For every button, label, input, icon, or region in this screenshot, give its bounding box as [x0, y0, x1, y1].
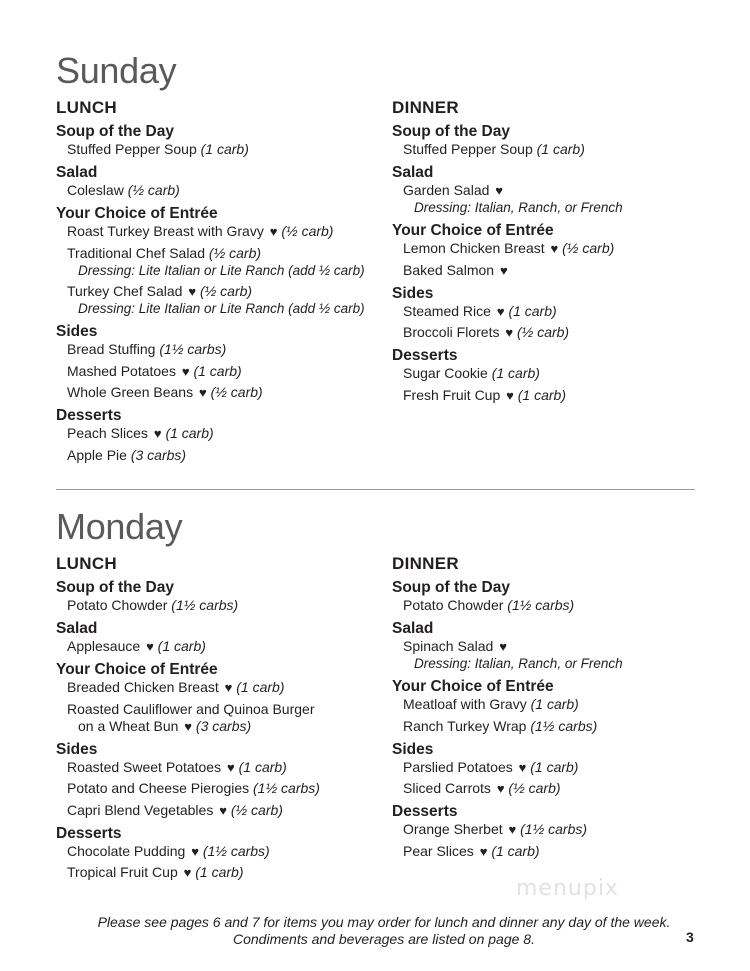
section-heading: Sides — [56, 323, 98, 341]
item-name: Orange Sherbet — [403, 821, 503, 838]
section-heading: Your Choice of Entrée — [56, 661, 218, 678]
heart-healthy-icon: ♥ — [499, 639, 507, 654]
menu-item — [56, 283, 376, 317]
menu-item — [56, 638, 376, 655]
item-name: Breaded Chicken Breast — [67, 679, 219, 695]
carb-count: (1 carb) — [238, 758, 287, 775]
menu-item — [56, 245, 376, 279]
menu-item — [56, 341, 376, 358]
heart-healthy-icon: ♥ — [499, 262, 508, 278]
item-name: Sliced Carrots — [403, 780, 491, 797]
menu-item — [56, 182, 376, 199]
carb-count: (1½ carbs) — [520, 821, 588, 838]
monday-lunch-column — [56, 554, 376, 886]
menu-item — [392, 780, 712, 797]
menu-section — [392, 740, 712, 798]
meal-label: DINNER — [392, 98, 459, 117]
carb-count: (1 carb) — [491, 842, 540, 859]
menu-item — [392, 843, 712, 860]
menu-item — [392, 365, 712, 382]
sunday-lunch-column — [56, 98, 376, 469]
item-name-continued-text: on a Wheat Bun — [78, 717, 179, 734]
menu-item — [56, 363, 376, 380]
section-heading: Your Choice of Entrée — [56, 205, 218, 222]
carb-count: (1 carb) — [536, 141, 585, 157]
item-name: Potato and Cheese Pierogies — [67, 780, 250, 797]
menu-item — [392, 303, 712, 320]
heart-healthy-icon: ♥ — [518, 759, 527, 775]
section-heading: Desserts — [392, 347, 458, 365]
item-name: Spinach Salad — [403, 638, 494, 654]
menu-section — [56, 740, 376, 819]
menu-item — [392, 759, 712, 776]
carb-count: (1 carb) — [165, 425, 214, 442]
item-name-continued — [67, 718, 376, 735]
section-heading: Salad — [392, 164, 434, 181]
item-name: Bread Stuffing — [67, 341, 156, 358]
section-heading: Soup of the Day — [392, 579, 510, 596]
section-heading: Soup of the Day — [392, 123, 510, 140]
item-name: Roasted Cauliflower and Quinoa Burger — [67, 700, 315, 717]
section-heading: Soup of the Day — [56, 579, 174, 596]
heart-healthy-icon: ♥ — [505, 325, 514, 341]
item-name: Potato Chowder — [67, 597, 168, 613]
monday-dinner-column — [392, 554, 712, 865]
item-name: Applesauce — [67, 638, 141, 654]
menu-item — [392, 696, 712, 713]
section-heading: Sides — [392, 284, 434, 302]
heart-healthy-icon: ♥ — [146, 639, 154, 654]
heart-healthy-icon: ♥ — [495, 183, 504, 198]
menu-item — [56, 223, 376, 240]
menu-section — [56, 204, 376, 317]
carb-count: (1 carb) — [193, 362, 242, 379]
menu-section — [392, 802, 712, 860]
item-name: Peach Slices — [67, 425, 148, 442]
carb-count: (1 carb) — [236, 679, 285, 695]
item-name: Roast Turkey Breast with Gravy — [67, 223, 264, 239]
menu-item — [56, 447, 376, 464]
item-name: Steamed Rice — [403, 302, 491, 319]
footer-line-2: Condiments and beverages are listed on page 8. — [233, 931, 535, 947]
carb-count: (½ carb) — [516, 324, 570, 341]
item-name: Traditional Chef Salad — [67, 244, 206, 261]
menu-item — [392, 262, 712, 279]
day-title-monday: Monday — [56, 506, 183, 547]
menu-item — [392, 597, 712, 614]
carb-count: (½ carb) — [210, 384, 263, 401]
menu-item — [392, 141, 712, 158]
menu-item — [56, 701, 376, 735]
watermark: menupix — [516, 876, 619, 901]
menu-item — [56, 864, 376, 881]
menu-item — [392, 718, 712, 735]
carb-count: (1½ carbs) — [171, 597, 239, 613]
menu-item — [56, 141, 376, 158]
menu-section — [56, 578, 376, 614]
heart-healthy-icon: ♥ — [479, 843, 488, 859]
section-heading: Soup of the Day — [56, 123, 174, 140]
menu-section — [392, 284, 712, 342]
carb-count: (½ carb) — [508, 780, 561, 797]
dressing-note: Dressing: Lite Italian or Lite Ranch (add ½ carb) — [78, 262, 365, 278]
menu-item — [56, 802, 376, 819]
menu-item — [392, 324, 712, 341]
heart-healthy-icon: ♥ — [191, 843, 199, 859]
heart-healthy-icon: ♥ — [153, 426, 162, 442]
item-name: Coleslaw — [67, 182, 124, 198]
section-heading: Desserts — [56, 407, 122, 425]
menu-item — [56, 384, 376, 401]
carb-count: (1 carb) — [530, 758, 579, 775]
meal-label: LUNCH — [56, 98, 117, 117]
item-name: Meatloaf with Gravy — [403, 696, 527, 712]
item-name: Potato Chowder — [403, 597, 504, 613]
carb-count: (½ carb) — [562, 240, 615, 256]
item-name: Turkey Chef Salad — [67, 283, 183, 300]
menu-section — [56, 322, 376, 401]
menu-section — [56, 660, 376, 735]
menu-item — [392, 182, 712, 216]
carb-count: (3 carbs) — [130, 446, 187, 463]
menu-section — [392, 677, 712, 735]
menu-item — [392, 387, 712, 404]
section-heading: Your Choice of Entrée — [392, 222, 554, 239]
item-name: Ranch Turkey Wrap — [403, 717, 527, 734]
item-name: Apple Pie — [67, 446, 127, 463]
menu-section — [392, 346, 712, 404]
carb-count: (1 carb) — [508, 302, 557, 319]
carb-count: (½ carb) — [127, 182, 180, 198]
heart-healthy-icon: ♥ — [181, 363, 190, 379]
carb-count: (½ carb) — [199, 283, 253, 300]
menu-section — [392, 619, 712, 672]
menu-section — [56, 824, 376, 882]
heart-healthy-icon: ♥ — [219, 802, 227, 818]
page-number: 3 — [686, 929, 694, 945]
item-name: Stuffed Pepper Soup — [403, 141, 533, 157]
carb-count: (1 carb) — [195, 864, 244, 881]
menu-section — [392, 221, 712, 279]
day-title-sunday: Sunday — [56, 50, 177, 91]
dressing-note: Dressing: Italian, Ranch, or French — [414, 200, 623, 215]
dressing-note: Dressing: Lite Italian or Lite Ranch (add ½ carb) — [78, 301, 365, 317]
section-heading: Your Choice of Entrée — [392, 678, 554, 695]
item-name: Roasted Sweet Potatoes — [67, 758, 222, 775]
section-heading: Desserts — [56, 824, 122, 842]
item-name: Chocolate Pudding — [67, 842, 186, 859]
item-name: Fresh Fruit Cup — [403, 386, 501, 403]
item-name: Garden Salad — [403, 182, 490, 198]
heart-healthy-icon: ♥ — [198, 385, 207, 401]
item-name: Capri Blend Vegetables — [67, 801, 214, 818]
section-heading: Sides — [392, 740, 434, 758]
heart-healthy-icon: ♥ — [506, 387, 514, 403]
menu-section — [392, 163, 712, 216]
item-name: Broccoli Florets — [403, 324, 500, 341]
carb-count: (1 carb) — [517, 386, 566, 403]
menu-section — [56, 406, 376, 464]
heart-healthy-icon: ♥ — [183, 865, 192, 881]
menu-section — [392, 122, 712, 158]
heart-healthy-icon: ♥ — [227, 759, 235, 775]
item-name: Tropical Fruit Cup — [67, 864, 178, 881]
meal-label: DINNER — [392, 554, 459, 573]
menu-item — [56, 780, 376, 797]
item-name: Lemon Chicken Breast — [403, 240, 545, 256]
meal-label: LUNCH — [56, 554, 117, 573]
heart-healthy-icon: ♥ — [496, 781, 505, 797]
menu-item — [56, 597, 376, 614]
carb-count: (1½ carbs) — [253, 780, 320, 797]
sunday-dinner-column — [392, 98, 712, 409]
section-heading: Sides — [56, 740, 98, 758]
carb-count: (1 carb) — [491, 365, 540, 382]
section-heading: Desserts — [392, 803, 458, 821]
menu-item — [56, 425, 376, 442]
heart-healthy-icon: ♥ — [224, 680, 233, 695]
carb-count: (1 carb) — [530, 696, 579, 712]
carb-count: (1½ carbs) — [530, 717, 598, 734]
carb-count: (1½ carbs) — [202, 842, 270, 859]
carb-count: (1 carb) — [200, 141, 249, 157]
heart-healthy-icon: ♥ — [496, 303, 505, 319]
dressing-note: Dressing: Italian, Ranch, or French — [414, 656, 623, 671]
carb-count: (½ carb) — [281, 223, 334, 239]
carb-count: (1 carb) — [157, 638, 206, 654]
item-name: Mashed Potatoes — [67, 362, 176, 379]
heart-healthy-icon: ♥ — [184, 718, 193, 734]
section-heading: Salad — [56, 164, 98, 181]
menu-section — [56, 619, 376, 655]
heart-healthy-icon: ♥ — [508, 822, 517, 838]
footer-line-1: Please see pages 6 and 7 for items you may order for lunch and dinner any day of the week. — [97, 914, 671, 930]
heart-healthy-icon: ♥ — [269, 224, 278, 239]
section-divider — [56, 489, 695, 490]
carb-count: (½ carb) — [230, 801, 283, 818]
menu-item — [56, 679, 376, 696]
carb-count: (½ carb) — [208, 244, 262, 261]
menu-item — [392, 821, 712, 838]
heart-healthy-icon: ♥ — [550, 241, 559, 256]
section-heading: Salad — [56, 620, 98, 637]
section-heading: Salad — [392, 620, 434, 637]
item-name: Sugar Cookie — [403, 365, 488, 382]
menu-section — [392, 578, 712, 614]
item-name: Baked Salmon — [403, 261, 495, 278]
item-name: Whole Green Beans — [67, 384, 194, 401]
footer-note — [0, 914, 750, 948]
carb-count: (1½ carbs) — [507, 597, 575, 613]
item-name: Parslied Potatoes — [403, 758, 513, 775]
carb-count: (3 carbs) — [195, 717, 252, 734]
menu-item — [56, 843, 376, 860]
menu-section — [56, 122, 376, 158]
menu-item — [392, 240, 712, 257]
item-name: Pear Slices — [403, 842, 474, 859]
heart-healthy-icon: ♥ — [188, 284, 197, 300]
carb-count: (1½ carbs) — [159, 341, 227, 358]
menu-item — [392, 638, 712, 672]
menu-section — [56, 163, 376, 199]
menu-item — [56, 759, 376, 776]
item-name: Stuffed Pepper Soup — [67, 141, 197, 157]
